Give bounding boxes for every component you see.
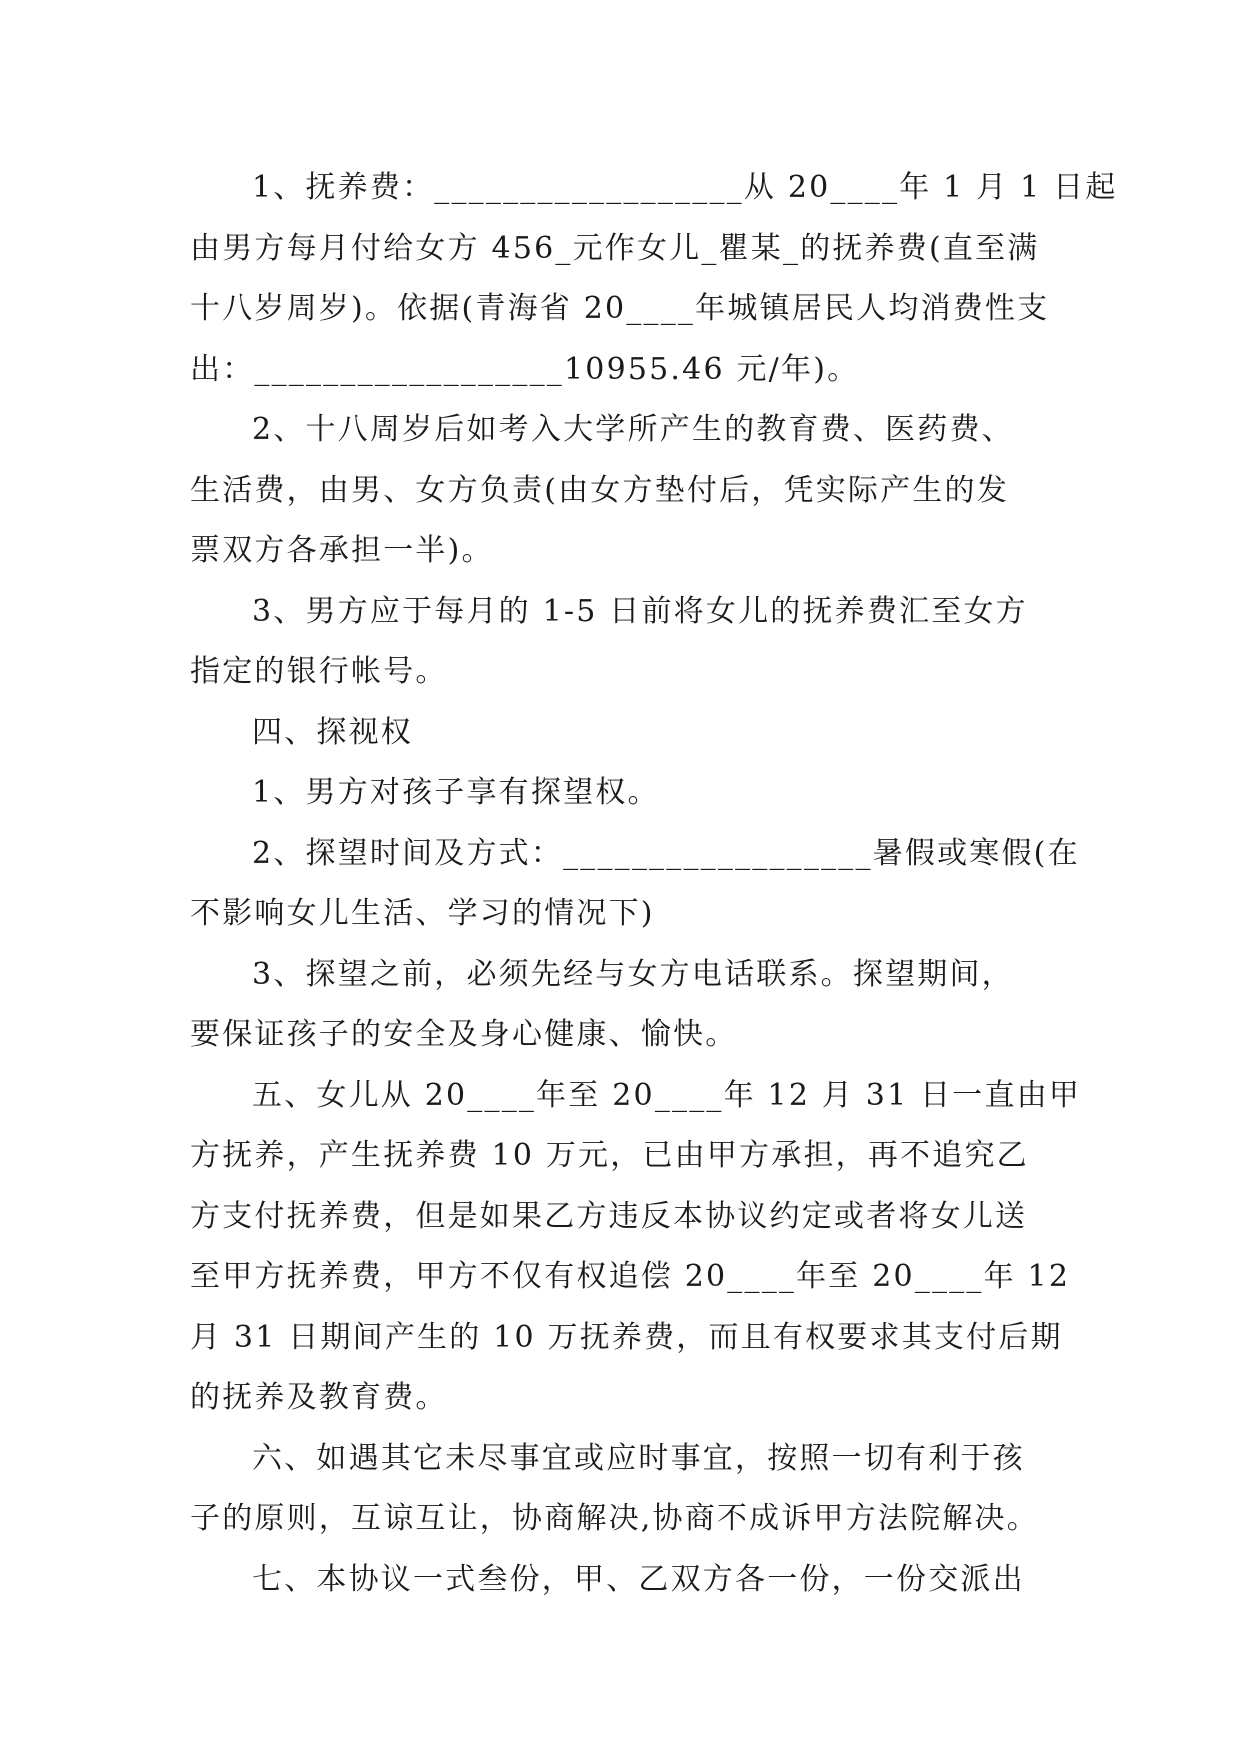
text-line: 2、十八周岁后如考入大学所产生的教育费、医药费、 — [252, 412, 1014, 447]
paragraph-university-expenses — [190, 400, 1050, 582]
text-line: 1、男方对孩子享有探望权。 — [252, 775, 660, 810]
text-line: 四、探视权 — [252, 714, 413, 750]
text-line: 出：__________________10955.46 元/年)。 — [190, 351, 860, 387]
paragraph-visitation-contact — [190, 945, 1050, 1066]
paragraph-visitation-time — [190, 824, 1080, 945]
paragraph-prior-support — [190, 1066, 1082, 1429]
text-line: 方支付抚养费，但是如果乙方违反本协议约定或者将女儿送 — [190, 1198, 1028, 1234]
text-line: 票双方各承担一半)。 — [190, 533, 494, 568]
text-line: 的抚养及教育费。 — [190, 1380, 448, 1415]
text-line: 1、抚养费：__________________从 20____年 1 月 1 日起 — [252, 170, 1118, 205]
text-line: 3、探望之前，必须先经与女方电话联系。探望期间， — [252, 956, 1014, 992]
text-line: 不影响女儿生活、学习的情况下) — [190, 896, 655, 931]
text-line: 至甲方抚养费，甲方不仅有权追偿 20____年至 20____年 12 — [190, 1259, 1071, 1294]
paragraph-copies — [190, 1550, 1050, 1611]
text-line: 六、如遇其它未尽事宜或应时事宜，按照一切有利于孩 — [252, 1440, 1025, 1476]
text-line: 方抚养，产生抚养费 10 万元，已由甲方承担，再不追究乙 — [190, 1138, 1029, 1173]
text-line: 月 31 日期间产生的 10 万抚养费，而且有权要求其支付后期 — [190, 1319, 1063, 1355]
text-line: 指定的银行帐号。 — [190, 654, 448, 689]
document-page — [190, 158, 1118, 1610]
text-line: 生活费，由男、女方负责(由女方垫付后，凭实际产生的发 — [190, 472, 1009, 508]
paragraph-payment-schedule — [190, 582, 1050, 703]
section-heading-visitation-rights — [190, 703, 1050, 764]
paragraph-child-support-fee — [190, 158, 1118, 400]
text-line: 子的原则，互谅互让，协商解决,协商不成诉甲方法院解决。 — [190, 1501, 1039, 1536]
text-line: 要保证孩子的安全及身心健康、愉快。 — [190, 1017, 738, 1052]
text-line: 十八岁周岁)。依据(青海省 20____年城镇居民人均消费性支 — [190, 291, 1050, 326]
paragraph-visitation-right — [190, 763, 1050, 824]
text-line: 3、男方应于每月的 1-5 日前将女儿的抚养费汇至女方 — [252, 593, 1028, 629]
paragraph-other-matters — [190, 1429, 1050, 1550]
text-line: 由男方每月付给女方 456_元作女儿_瞿某_的抚养费(直至满 — [190, 230, 1040, 266]
text-line: 2、探望时间及方式：__________________暑假或寒假(在 — [252, 835, 1080, 871]
text-line: 五、女儿从 20____年至 20____年 12 月 31 日一直由甲 — [252, 1077, 1082, 1113]
text-line: 七、本协议一式叁份，甲、乙双方各一份，一份交派出 — [252, 1561, 1025, 1597]
